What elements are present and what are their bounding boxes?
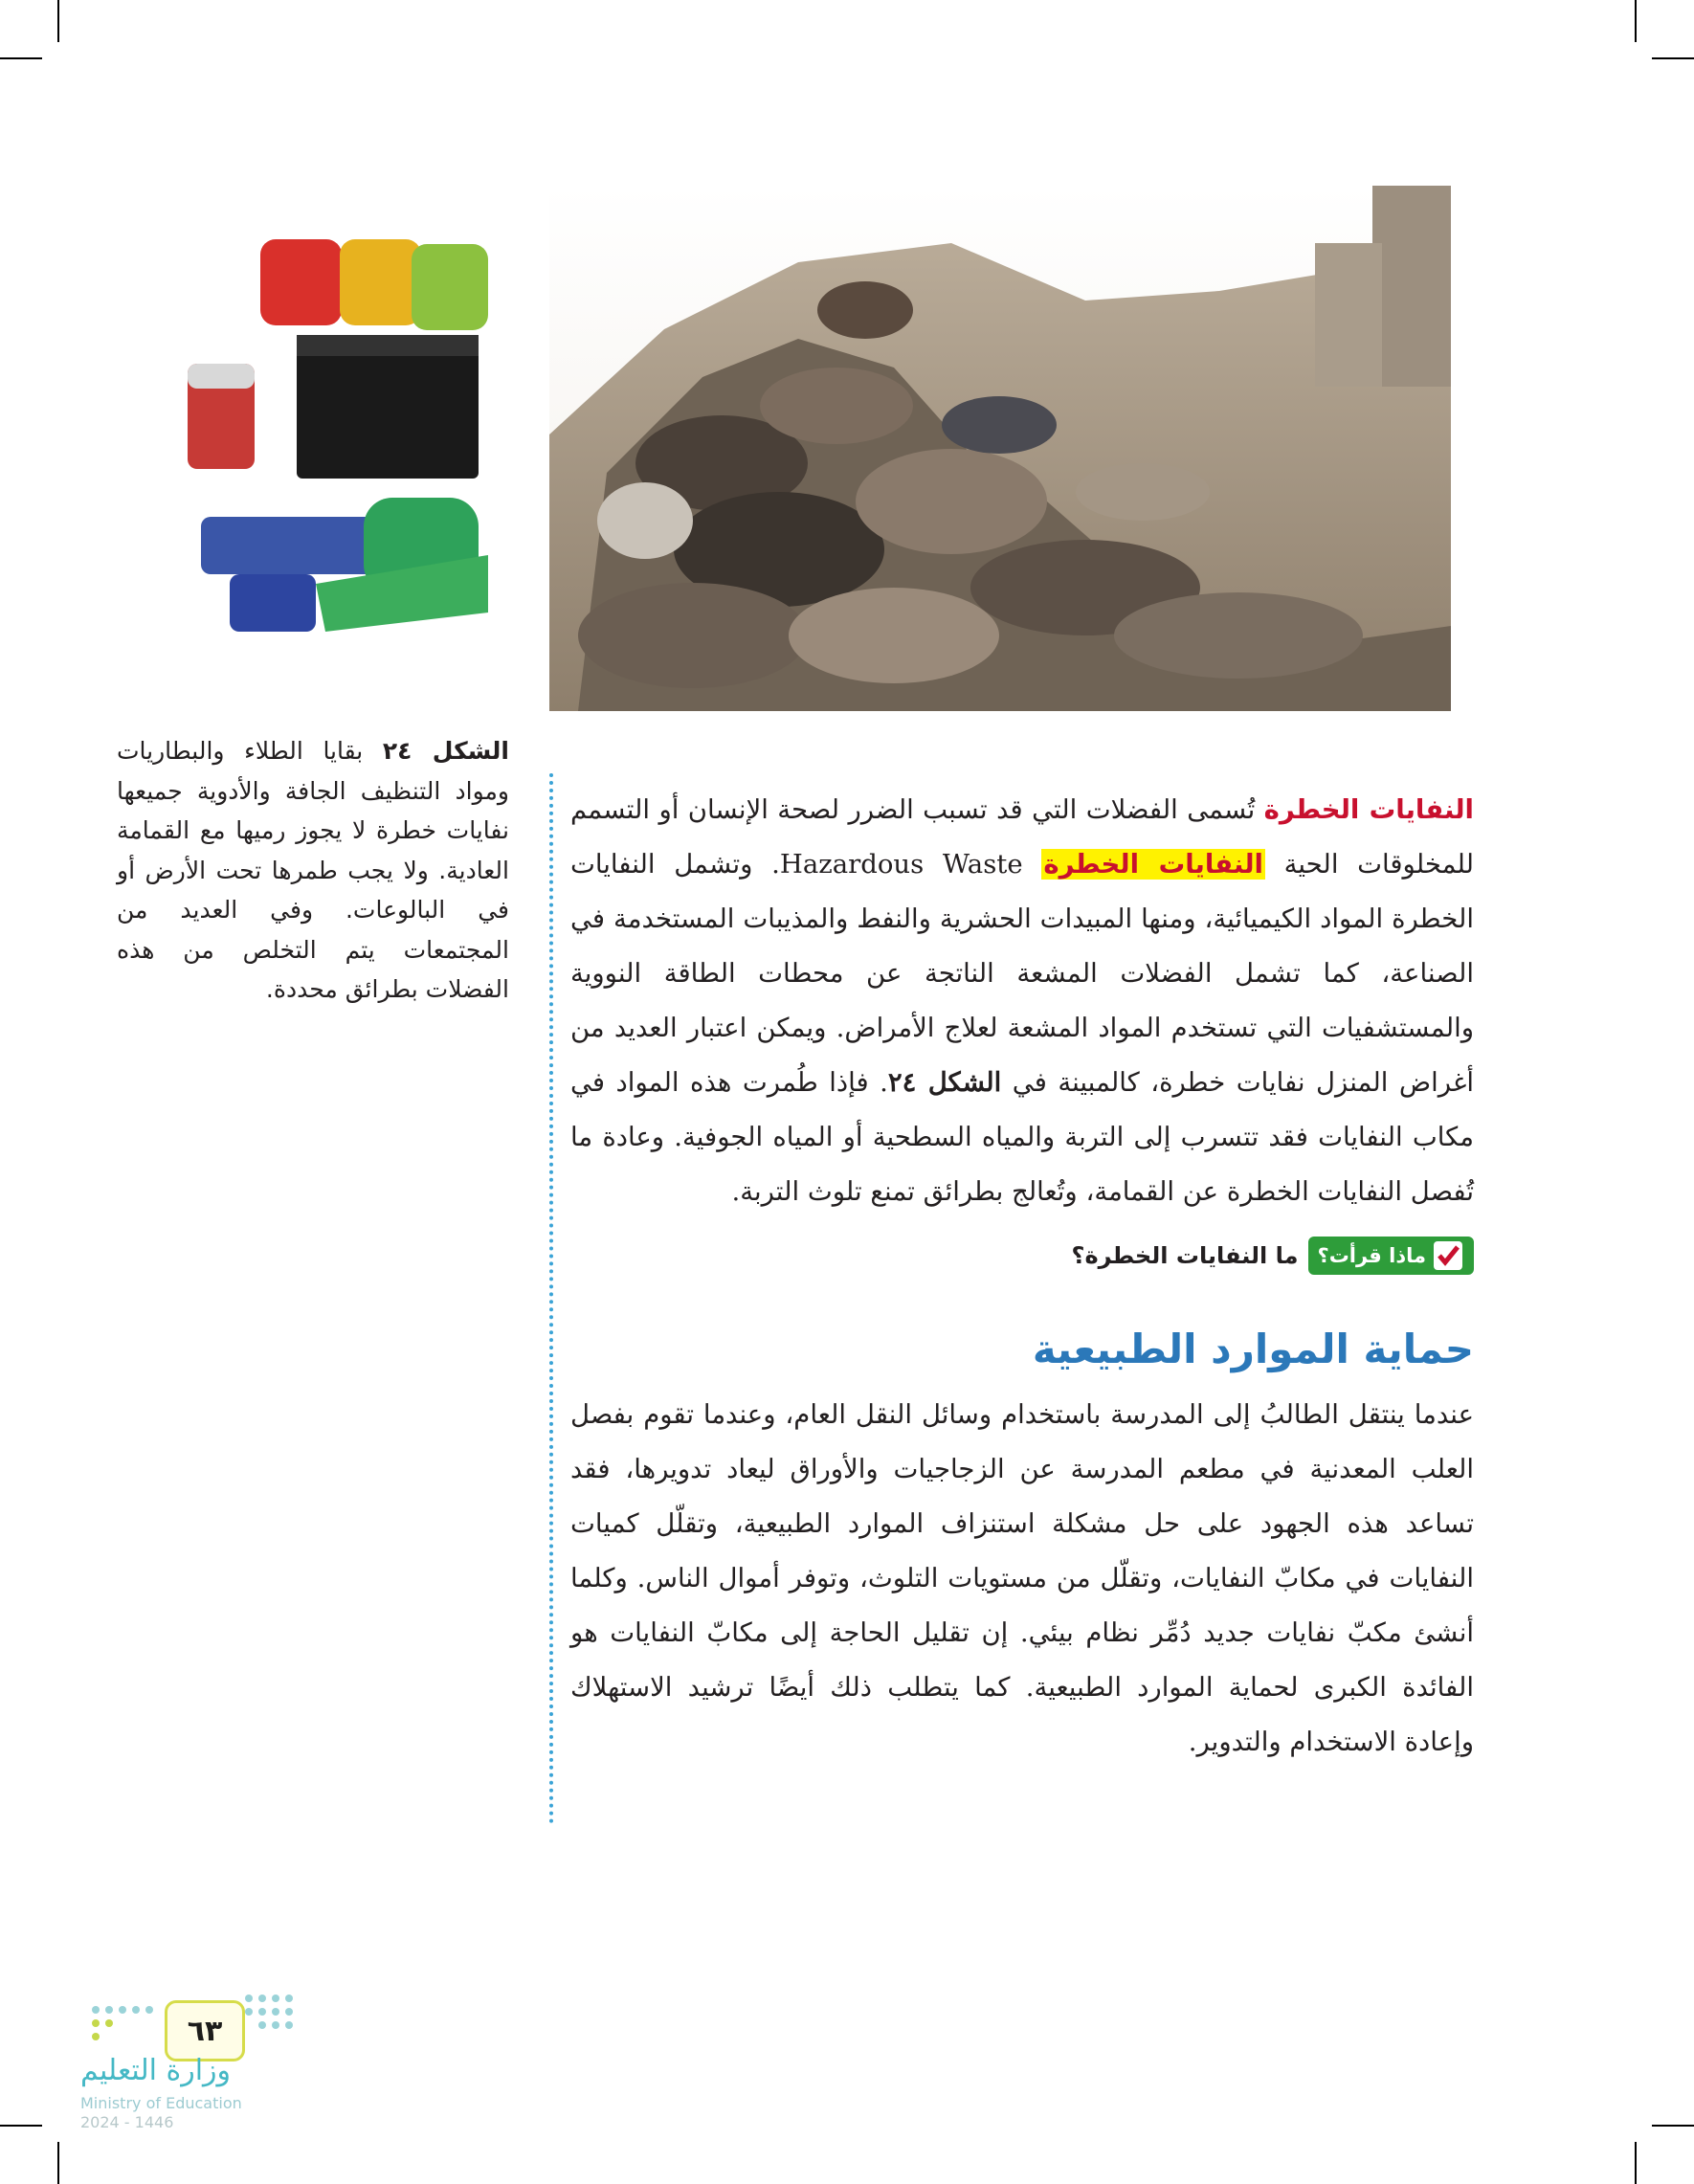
reading-check xyxy=(570,1233,1474,1279)
crop-mark xyxy=(0,2125,42,2127)
page-number: ٦٣ xyxy=(165,2000,245,2061)
hazardous-waste-term-en: Hazardous Waste xyxy=(779,849,1042,880)
crop-mark xyxy=(1652,2125,1694,2127)
section-heading: حماية الموارد الطبيعية xyxy=(1032,1326,1474,1372)
crop-mark xyxy=(1635,0,1637,42)
hazardous-text-1: تُسمى الفضلات التي قد تسبب الضرر لصحة الإنسان أو التسمم للمخلوقات الحية xyxy=(570,794,1474,880)
reading-check-question: ما النفايات الخطرة؟ xyxy=(1071,1242,1299,1269)
hazardous-waste-term: النفايات الخطرة xyxy=(1043,849,1263,880)
crop-mark xyxy=(0,57,42,59)
checkmark-icon xyxy=(1434,1241,1462,1270)
figure-caption-text: بقايا الطلاء والبطاريات ومواد التنظيف الجافة والأدوية جميعها نفايات خطرة لا يجوز رميها مع القمامة العادية. ولا يجب طمرها تحت الأرض أو في البالوعات. وفي العديد من المجتمعات يتم التخلص من هذه الفضلات بطرائق محددة. xyxy=(117,737,509,1003)
hazardous-text-2: . وتشمل النفايات الخطرة المواد الكيميائية، ومنها المبيدات الحشرية والنفط والمذيبات المستخدمة في الصناعة، كما تشمل الفضلات المشعة الناتجة عن محطات الطاقة النووية والمستشفيات التي تستخدم المواد المشعة لعلاج الأمراض. ويمكن اعتبار العديد من أغراض المنزل نفايات خطرة، كالمبينة في xyxy=(570,849,1474,1098)
ministry-name-ar: وزارة التعليم xyxy=(80,2054,232,2087)
section-body: عندما ينتقل الطالبُ إلى المدرسة باستخدام وسائل النقل العام، وعندما تقوم بفصل العلب المعدنية في مطعم المدرسة عن الزجاجيات والأوراق ليعاد تدويرها، فقد تساعد هذه الجهود على حل مشكلة استنزاف الموارد الطبيعية، وتقلّل كميات النفايات في مكابّ النفايات، وتقلّل من مستويات التلوث، وتوفر أموال الناس. وكلما أنشئ مكبّ نفايات جديد دُمِّر نظام بيئي. إن تقليل الحاجة إلى مكابّ النفايات هو الفائدة الكبرى لحماية الموارد الطبيعية. كما يتطلب ذلك أيضًا ترشيد الاستهلاك وإعادة الاستخدام والتدوير. xyxy=(570,1399,1474,1757)
hazardous-waste-heading: النفايات الخطرة xyxy=(1263,794,1474,825)
crop-mark xyxy=(57,0,59,42)
edition-year: 2024 - 1446 xyxy=(80,2113,174,2131)
hazardous-items-photo xyxy=(172,211,550,651)
crop-mark xyxy=(1635,2142,1637,2184)
hazardous-waste-paragraph xyxy=(570,783,1474,1219)
crop-mark xyxy=(1652,57,1694,59)
crop-mark xyxy=(57,2142,59,2184)
main-column xyxy=(570,783,1474,1770)
figure-caption xyxy=(117,731,509,1010)
reading-check-badge xyxy=(1308,1237,1474,1275)
column-divider xyxy=(549,773,553,1824)
figure-label: الشكل ٢٤ xyxy=(382,737,510,765)
landfill-photo xyxy=(549,186,1451,711)
reading-check-label: ماذا قرأت؟ xyxy=(1317,1244,1426,1267)
hazardous-text-3: . فإذا طُمرت هذه المواد في مكاب النفايات فقد تتسرب إلى التربة والمياه السطحية أو المياه الجوفية. وعادة ما تُفصل النفايات الخطرة عن القمامة، وتُعالج بطرائق تمنع تلوث التربة. xyxy=(570,1067,1474,1207)
figure-reference: الشكل ٢٤ xyxy=(887,1067,1002,1098)
ministry-name-en: Ministry of Education xyxy=(80,2094,242,2112)
